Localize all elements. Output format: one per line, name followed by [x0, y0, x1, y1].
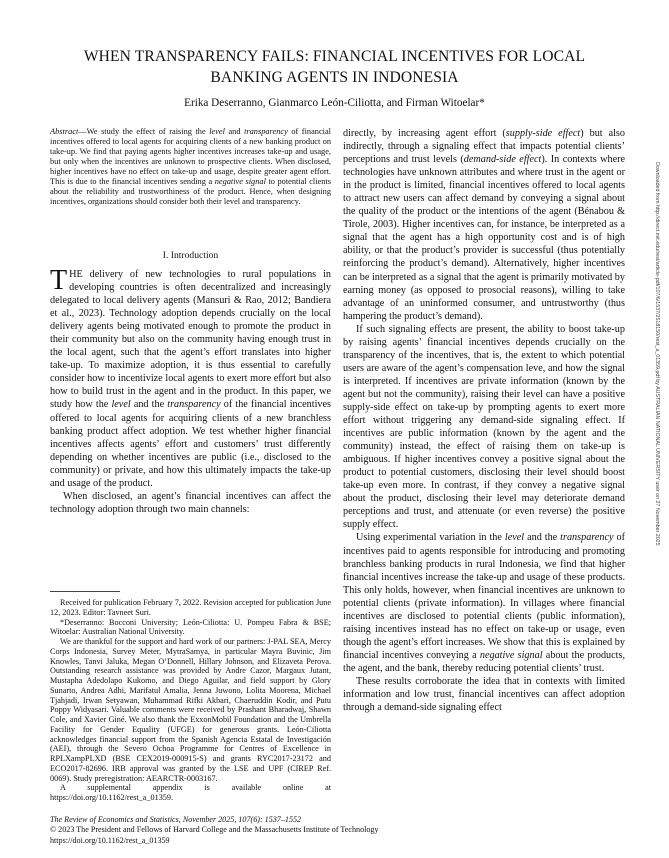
footnote-received: Received for publication February 7, 2022. Revision accepted for publication June 12, 2023. Editor: Tavneet Suri. — [50, 598, 331, 617]
abstract-text: to potential clients about the reliability and trustworthiness of the product. Hence, when designing incentives, organizations should consider both their level and transparency. — [50, 177, 331, 207]
intro-left-column — [50, 265, 332, 516]
paragraph-text: of the financial incentives offered to local agents for acquiring clients of a new branchless banking product affect adoption. We test whether higher financial incentives affects agents’ effort and customers’ trust differently depending on whether incentives are public (i.e., disclosed to the community) or private, and how this ultimately impacts the take-up and usage of the product. — [50, 399, 332, 489]
abstract-text: and — [224, 127, 245, 136]
abstract-text: —We study the effect of raising the — [78, 127, 210, 136]
right-paragraph-4: These results corroborate the idea that in contexts with limited information and low trust, financial incentives can affect adoption through a demand-side signaling effect — [343, 675, 625, 714]
abstract-text: of financial incentives offered to local agents for acquiring clients of a new banking product on take-up. We find that paying agents higher incentives increases take-up and usage, but only when the incentives are unknown to prospective clients. When disclosed, higher incentives have no effect on take-up and usage, despite greater agent effort. This is due to the financial incentives sending a — [50, 127, 331, 187]
download-watermark — [651, 162, 661, 727]
paragraph-emphasis: level — [504, 532, 525, 544]
footnote-affiliations: *Deserranno: Bocconi University; León-Ciliotta: U. Pompeu Fabra & BSE; Witoelar: Australian National University. — [50, 617, 331, 637]
abstract — [50, 127, 331, 207]
abstract-emphasis: level — [209, 127, 225, 136]
footnotes — [50, 598, 331, 803]
paragraph-text: and the — [524, 532, 561, 544]
abstract-emphasis: transparency — [244, 127, 288, 136]
paragraph-text: Using experimental variation in the — [356, 532, 505, 544]
paragraph-text: ). In contexts where technologies have unknown attributes and where trust in the agent or in the product is limited, financial incentives offered to local agents to attract new users can affect demand by conveying a signal about the quality of the product or the intentions of the agent (Bénabou & Tirole, 2003). Higher incentives can, for instance, be interpreted as a signal that the agent has a high opportunity cost and is of high ability, or that the product’s provider is successful (thus potentially reinforcing the product’s demand). Alternatively, higher incentives can be interpreted as a signal that the agent is primarily motivated by earning money (as opposed to prosocial reasons), willing to take advantage of an uninformed consumer, and untrustworthy (thus hampering the product’s demand). — [343, 154, 625, 322]
paragraph-text: and the — [130, 399, 168, 411]
paragraph-text: HE delivery of new technologies to rural populations in developing countries is often decentralized and increasingly delegated to local delivery agents (Mansuri & Rao, 2012; Bandiera et al., 2023). Technology adoption depends crucially on the local delivery agents being motivated enough to promote the product in their community but also on the community having enough trust in the local agent, such that the agent’s effort translates into higher take-up. To maximize adoption, it is thus essential to carefully consider how to incentivize local agents to exert more effort but also how to build trust in the agent and in the product. In this paper, we study how the — [50, 269, 331, 411]
footnote-acknowledgments: We are thankful for the support and hard work of our partners: J-PAL SEA, Mercy Corps Indonesia, Survey Meter, MytraSamya, in particular Mayra Buvinic, Jim Knowles, Tanvi Jaluka, Megan O’Donnell, Hillary Johnson, and Elizaveta Perova. Outstanding research assistance was provided by Andre Cazor, Margaux Jutant, Mustapha Adedolapo Kukomo, and Diego Aguilar, and field support by Glory Sunarto, Andrea Adhi, Marifatul Amalia, Jenna Juwono, Lolita Moorena, Michael Tjahjadi, Irwan Setyawan, Muhammad Rifki Akbari, Chaeruddin Kodir, and Putu Poppy Widyasari. Valuable comments were received by Prashant Bharadwaj, Shawn Cole, and Xavier Giné. We also thank the ExxonMobil Foundation and the Umbrella Facility for Gender Equality (UFGE) for generous grants. León-Ciliotta acknowledges financial support from the Spanish Agencia Estatal de Investigación (AEI), through the Severo Ochoa Programme for Centres of Excellence in RPLXampPLXD (BSE CEX2019-000915-S) and grants RYC2017-23172 and ECO2017-82696. IRB approval was granted by the LSE and UPF (CIREP Ref. 0069). Study preregistration: AEARCTR-0003167. — [50, 637, 331, 783]
paragraph-text: about the products, the agent, and the bank, thereby reducing potential clients’ trust. — [343, 649, 625, 674]
paragraph-text: directly, by increasing agent effort ( — [343, 128, 506, 139]
paragraph-emphasis: transparency — [560, 532, 614, 544]
intro-paragraph-2: When disclosed, an agent’s financial incentives can affect the technology adoption through two main channels: — [50, 490, 331, 515]
journal-citation-text: The Review of Economics and Statistics, November 2025, 107(6): 1537–1552 — [50, 815, 302, 824]
title-line-1: WHEN TRANSPARENCY FAILS: FINANCIAL INCENTIVES FOR LOCAL — [83, 48, 586, 65]
drop-cap: T — [50, 265, 68, 296]
paragraph-text: of incentives paid to agents responsible for introducing and promoting branchless banking products in rural Indonesia, we find that higher financial incentives increase the take-up and usage of these products. This only holds, however, when financial incentives are unknown to potential clients (private information). In villages where financial incentives are disclosed to potential clients (public information), raising incentives instead has no effect on take-up or usage, even though the agent’s effort increases. We show that this is explained by financial incentives conveying a — [343, 532, 625, 661]
doi-link[interactable]: https://doi.org/10.1162/rest_a_01359 — [50, 835, 170, 845]
author-list: Erika Deserranno, Gianmarco León-Ciliotta, and Firman Witoelar* — [184, 97, 485, 109]
download-watermark-text: Downloaded from http://direct.mit.edu/rest/article-pdf/107/6/1537/2518150/rest_a_01359.pdf by AUSTRALIAN NATIONAL UNIVERSITY user on 27 November 2025 — [654, 162, 660, 546]
page-footer — [50, 815, 379, 846]
footnote-divider — [50, 591, 120, 592]
intro-paragraph-1 — [50, 265, 332, 490]
footnote-supplement: A supplemental appendix is available online at https://doi.org/10.1162/rest_a_01359. — [50, 783, 331, 802]
title-line-2: BANKING AGENTS IN INDONESIA — [210, 69, 459, 86]
paragraph-emphasis: level — [111, 399, 131, 411]
paragraph-emphasis: supply-side effect — [505, 128, 581, 139]
right-paragraph-2: If such signaling effects are present, the ability to boost take-up by raising agents’ financial incentives depends crucially on the transparency of the incentives, that is, the extent to which potential users are aware of the agent’s compensation leve, and how the signal is interpreted. If incentives are private information (known by the agent but not the community), raising their level can have a positive supply-side effect on take-up by prompting agents to exert more effort without triggering any demand-side signaling effect. If incentives are public information (known by the agent and the community) instead, the effect of raising them on take-up is ambiguous. If higher incentives convey a positive signal about the product to potential customers, disclosing their level should boost take-up even more. In contrast, if they convey a negative signal about the product, disclosing their level may deteriorate demand perceptions and trust, and attenuate (or even reverse) the positive supply effect. — [343, 323, 625, 531]
paper-title — [40, 46, 629, 88]
right-paragraph-3 — [343, 531, 625, 675]
paragraph-emphasis: negative signal — [479, 649, 543, 661]
paragraph-emphasis: demand-side effect — [463, 154, 542, 166]
abstract-label: Abstract — [50, 127, 79, 136]
journal-citation — [50, 815, 379, 825]
copyright-notice: © 2023 The President and Fellows of Harvard College and the Massachusetts Institute of Technology — [50, 825, 379, 835]
right-paragraph-1 — [343, 127, 625, 323]
intro-right-column — [343, 127, 625, 714]
paragraph-text: ) but also indirectly, through a signaling effect that impacts potential clients’ perceptions and trust levels ( — [343, 128, 625, 166]
section-heading: I. Introduction — [162, 250, 219, 261]
paragraph-emphasis: transparency — [167, 399, 221, 411]
abstract-emphasis: negative signal — [214, 177, 266, 187]
